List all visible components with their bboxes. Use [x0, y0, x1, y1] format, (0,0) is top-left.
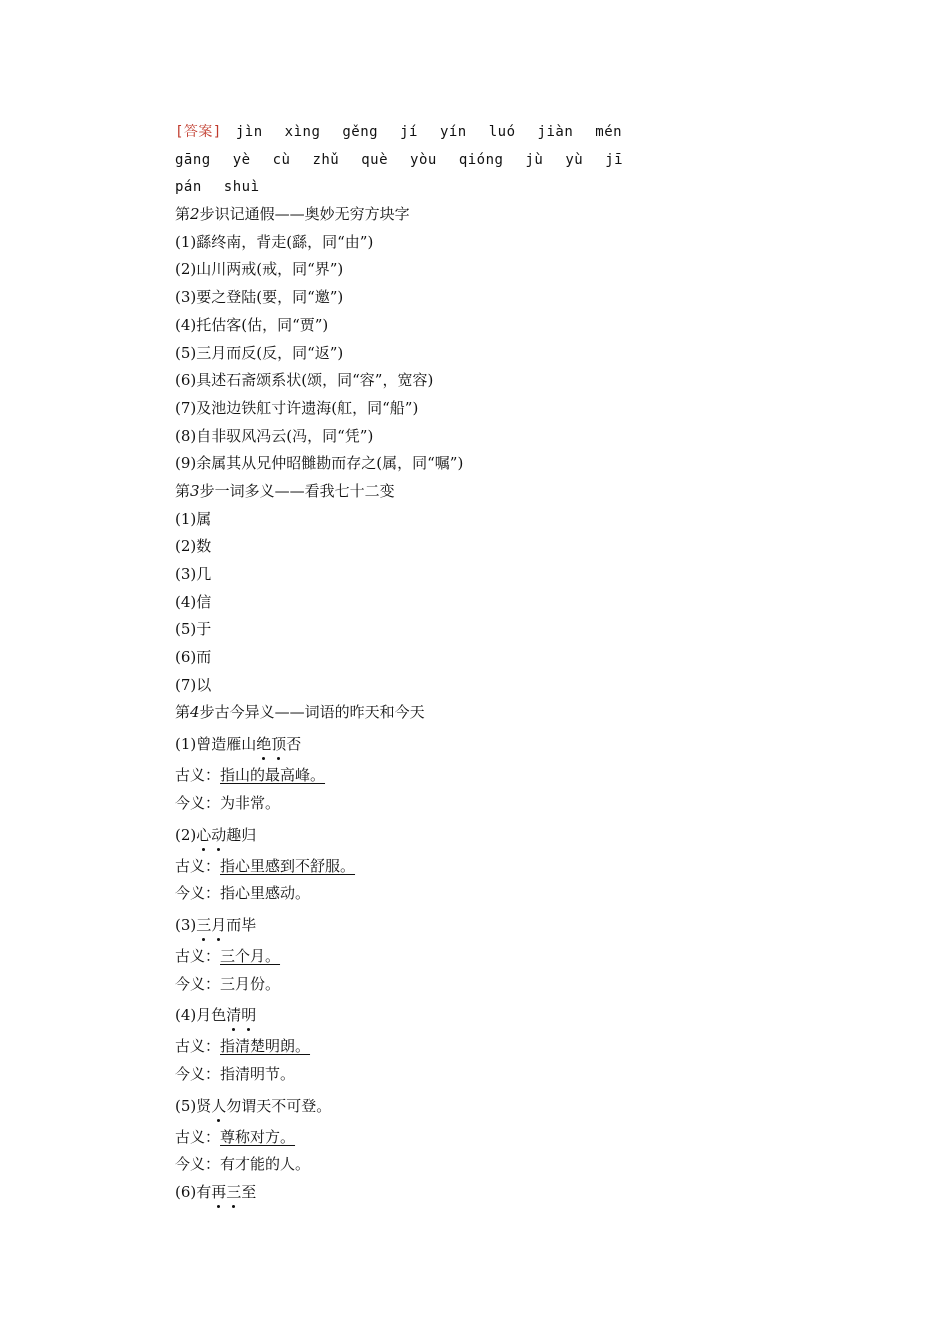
list-item: (5)三月而反(反，同“返”)	[175, 343, 344, 362]
list-item: (9)余属其从兄仲昭雠勘而存之(属，同“嘱”)	[175, 454, 464, 473]
pinyin: jī	[605, 151, 624, 168]
example-sentence: (3)三月而毕	[175, 915, 257, 934]
list-item: (7)及池边铁舡寸许遗海(舡，同“船”)	[175, 398, 419, 417]
answer-row-3	[175, 173, 875, 201]
pinyin: yù	[565, 151, 584, 168]
list-item: (8)自非驭风冯云(冯，同“凭”)	[175, 426, 374, 445]
ancient-meaning: 古义：指山的最高峰。	[175, 766, 326, 785]
pinyin: yòu	[410, 151, 437, 168]
example-sentence: (5)贤人勿谓天不可登。	[175, 1096, 332, 1115]
modern-meaning: 今义：为非常。	[175, 793, 281, 812]
answer-tag: [答案]	[175, 124, 222, 140]
step3-heading: 第3步一词多义——看我七十二变	[175, 481, 395, 500]
list-item: (3)要之登陆(要，同“邀”)	[175, 288, 344, 307]
modern-meaning: 今义：指清明节。	[175, 1064, 296, 1083]
emphasis-char: 心	[196, 825, 212, 844]
emphasis-char: 月	[211, 915, 227, 934]
modern-meaning: 今义：三月份。	[175, 974, 281, 993]
pinyin: jí	[400, 124, 418, 140]
list-item: (2)数	[175, 537, 212, 556]
list-item: (1)繇终南，背走(繇，同“由”)	[175, 232, 374, 251]
pinyin: yè	[232, 151, 251, 168]
pinyin: pán	[175, 179, 202, 196]
answer-row-2	[175, 146, 875, 174]
pinyin: jìn	[235, 124, 263, 140]
list-item: (1)属	[175, 509, 212, 528]
pinyin: xìng	[284, 124, 321, 140]
pinyin: qióng	[458, 151, 504, 168]
emphasis-char: 动	[211, 825, 227, 844]
pinyin: zhǔ	[312, 151, 340, 168]
pinyin: yín	[439, 124, 467, 140]
example-sentence: (4)月色清明	[175, 1006, 257, 1025]
ancient-meaning: 古义：三个月。	[175, 946, 281, 965]
document-page	[175, 118, 875, 1207]
pinyin: jiàn	[537, 124, 574, 140]
emphasis-char: 顶	[271, 735, 287, 754]
ancient-meaning: 古义：尊称对方。	[175, 1127, 296, 1146]
modern-meaning: 今义：有才能的人。	[175, 1155, 311, 1174]
pinyin: què	[361, 151, 389, 168]
list-item: (6)具述石斋颂系状(颂，同“容”，宽容)	[175, 371, 434, 390]
list-item: (6)而	[175, 648, 212, 667]
list-item: (2)山川两戒(戒，同“界”)	[175, 260, 344, 279]
answer-row-1	[175, 118, 875, 146]
pinyin: luó	[488, 124, 516, 140]
pinyin: gěng	[342, 124, 379, 140]
list-item: (7)以	[175, 675, 212, 694]
emphasis-char: 再	[211, 1183, 227, 1201]
example-sentence: (1)曾造雁山绝顶否	[175, 735, 302, 754]
pinyin: jù	[525, 151, 544, 168]
list-item: (4)托估客(估，同“贾”)	[175, 315, 329, 334]
list-item: (5)于	[175, 620, 212, 639]
modern-meaning: 今义：指心里感动。	[175, 884, 311, 903]
pinyin: cù	[272, 151, 291, 168]
emphasis-char: 明	[241, 1006, 257, 1025]
emphasis-char: 人	[211, 1096, 227, 1115]
emphasis-char: 三	[196, 915, 212, 934]
pinyin: gāng	[175, 151, 211, 168]
step4-heading: 第4步古今异义——词语的昨天和今天	[175, 703, 425, 722]
emphasis-char: 绝	[256, 735, 272, 754]
example-sentence: (6)有再三至	[175, 1183, 257, 1201]
ancient-meaning: 古义：指心里感到不舒服。	[175, 856, 356, 875]
step2-heading: 第2步识记通假——奥妙无穷方块字	[175, 205, 410, 224]
list-item: (4)信	[175, 592, 212, 611]
pinyin: mén	[595, 124, 623, 140]
emphasis-char: 清	[226, 1006, 242, 1025]
list-item: (3)几	[175, 565, 212, 583]
pinyin: shuì	[223, 179, 260, 196]
emphasis-char: 三	[226, 1183, 242, 1201]
example-sentence: (2)心动趣归	[175, 825, 257, 844]
ancient-meaning: 古义：指清楚明朗。	[175, 1037, 311, 1056]
